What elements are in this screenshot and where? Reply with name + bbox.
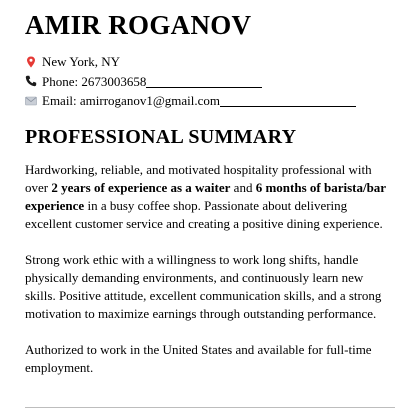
envelope-icon (25, 95, 37, 107)
summary-paragraph-1 (25, 161, 393, 233)
summary-paragraph-2: Strong work ethic with a willingness to work long shifts, handle physically demanding environments, and continuously learn new skills. Positive attitude, excellent communication skills, and a strong motivation to maximize earnings through outstanding performance. (25, 251, 382, 321)
candidate-name: AMIR ROGANOV (25, 10, 252, 40)
phone-icon (25, 75, 37, 87)
summary-p1-text-1: Hardworking, reliable, and motivated hospitality professional with over (25, 161, 372, 195)
section-divider (25, 407, 395, 408)
summary-p1-bold-1: 2 years of experience as a waiter (51, 179, 231, 195)
location-text: New York, NY (42, 54, 121, 69)
email-underline (220, 94, 356, 107)
summary-p1-bold-2: 6 months of barista/bar experience (25, 179, 386, 213)
contact-email (25, 91, 395, 111)
resume-page (25, 0, 395, 377)
summary-paragraph-3: Authorized to work in the United States and available for full-time employment. (25, 341, 372, 375)
contact-phone (25, 72, 395, 92)
summary-p1-text-2: and (230, 179, 256, 195)
phone-underline (146, 75, 262, 88)
phone-text: Phone: 2673003658 (42, 73, 147, 89)
email-text: Email: amirroganov1@gmail.com (42, 93, 221, 108)
summary-p1-text-3: in a busy coffee shop. Passionate about delivering excellent customer service and creating a positive dining experience. (25, 197, 383, 231)
contact-block (25, 52, 395, 111)
section-title-summary: PROFESSIONAL SUMMARY (25, 125, 297, 148)
contact-location (25, 52, 395, 72)
map-pin-icon (25, 56, 37, 68)
